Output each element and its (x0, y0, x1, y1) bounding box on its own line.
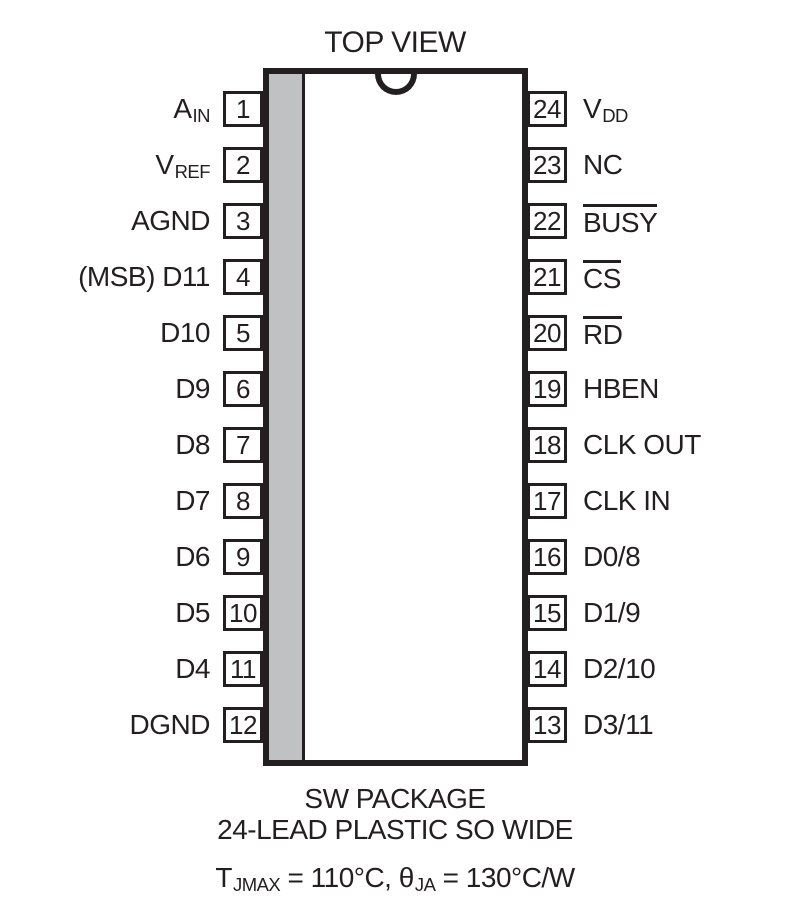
pin-number-box (223, 203, 263, 239)
label-text: D7 (175, 485, 210, 516)
pin-number: 16 (533, 541, 561, 572)
pin-number: 13 (533, 709, 561, 740)
pin-row (527, 81, 790, 137)
pin-row (0, 361, 263, 417)
top-view-label: TOP VIEW (324, 26, 466, 59)
pin-label (583, 597, 640, 629)
pin-label (155, 149, 210, 181)
pin-number-box (527, 427, 567, 463)
pin-label (175, 597, 210, 629)
pin-number: 18 (533, 429, 561, 460)
label-text: D3/11 (583, 709, 654, 740)
pin-row (527, 249, 790, 305)
pin-row (527, 641, 790, 697)
pin-label (583, 93, 628, 125)
pin-number: 14 (533, 653, 561, 684)
pin-label (583, 373, 659, 405)
pin-row (0, 641, 263, 697)
label-text: D10 (160, 317, 210, 348)
pin-row (527, 137, 790, 193)
pin-label (175, 653, 210, 685)
label-text: T (215, 862, 232, 893)
label-text: D1/9 (583, 597, 641, 628)
pin-label (583, 709, 653, 741)
pin-number: 3 (236, 205, 250, 236)
pin-number-box (223, 539, 263, 575)
pin-row (527, 529, 790, 585)
pin-label (175, 541, 210, 573)
pin-row (527, 697, 790, 753)
pin-number: 23 (533, 149, 561, 180)
pin-label (583, 485, 670, 517)
label-text: D6 (175, 541, 210, 572)
pin-number: 17 (533, 485, 561, 516)
pins-left (0, 81, 263, 753)
package-description: 24-LEAD PLASTIC SO WIDE (217, 814, 573, 845)
pin-number-box (223, 259, 263, 295)
label-subscript: IN (192, 105, 210, 127)
pin-row (0, 81, 263, 137)
label-text: CLK IN (583, 485, 671, 516)
pin-row (0, 473, 263, 529)
pin-row (0, 305, 263, 361)
pin-row (527, 193, 790, 249)
pin-label (160, 317, 210, 349)
pin-label (130, 709, 210, 741)
pin-row (527, 361, 790, 417)
pin-row (0, 193, 263, 249)
pin-label (583, 541, 640, 573)
pin-number-box (527, 483, 567, 519)
pin-number: 10 (229, 597, 257, 628)
pin-row (0, 417, 263, 473)
pin-number-box (223, 483, 263, 519)
label-text: D4 (175, 653, 210, 684)
pin-number: 11 (230, 653, 256, 684)
label-text: V (583, 93, 602, 124)
label-subscript: DD (602, 105, 628, 127)
pin-label (78, 261, 210, 293)
pin1-notch (375, 74, 417, 95)
pin-number: 4 (236, 261, 250, 292)
label-subscript: JMAX (232, 874, 281, 896)
pin-label (583, 260, 621, 295)
pin-number-box (223, 315, 263, 351)
pin-number-box (223, 371, 263, 407)
pins-right (527, 81, 790, 753)
pin-number: 21 (533, 261, 561, 292)
label-overlined: BUSY (583, 204, 657, 237)
pin-number-box (223, 707, 263, 743)
thermal-spec (0, 862, 790, 894)
chip-stripe (269, 74, 305, 760)
pin-number: 22 (533, 205, 561, 236)
label-text: = 130°C/W (435, 862, 575, 893)
pin-number-box (223, 595, 263, 631)
pin-row (527, 305, 790, 361)
pin-label (583, 653, 655, 685)
pin-label (131, 205, 210, 237)
label-overlined: RD (583, 316, 622, 349)
label-text: D0/8 (583, 541, 641, 572)
pin-label (583, 429, 701, 461)
pin-label (583, 204, 657, 239)
label-text: D9 (175, 373, 210, 404)
pin-number-box (527, 371, 567, 407)
pin-number-box (527, 539, 567, 575)
pin-label (583, 316, 622, 351)
pin-number-box (223, 147, 263, 183)
label-text: = 110°C, θ (280, 862, 414, 893)
pin-number-box (527, 707, 567, 743)
pin-number-box (527, 203, 567, 239)
pin-number-box (527, 595, 567, 631)
pin-number-box (223, 427, 263, 463)
pin-number: 24 (533, 93, 561, 124)
pin-row (0, 137, 263, 193)
label-text: D5 (175, 597, 210, 628)
pin-number: 15 (533, 597, 561, 628)
label-text: D2/10 (583, 653, 656, 684)
pin-label (175, 373, 210, 405)
label-text: A (173, 93, 192, 124)
label-text: D8 (175, 429, 210, 460)
pin-number: 6 (236, 373, 250, 404)
chip-body (263, 68, 528, 766)
label-text: DGND (129, 709, 210, 740)
pin-number-box (527, 259, 567, 295)
pin-number-box (527, 651, 567, 687)
label-text: AGND (131, 205, 210, 236)
pin-number: 9 (236, 541, 250, 572)
pin-label (175, 485, 210, 517)
pin-label (583, 149, 622, 181)
label-text: CLK OUT (583, 429, 701, 460)
pin-number-box (527, 315, 567, 351)
label-text: NC (583, 149, 623, 180)
label-text: HBEN (583, 373, 659, 404)
label-subscript: JA (414, 874, 436, 896)
pin-row (0, 697, 263, 753)
pin-number: 7 (236, 429, 250, 460)
pin-number-box (527, 91, 567, 127)
label-overlined: CS (583, 260, 621, 293)
label-subscript: REF (174, 161, 210, 183)
pin-number: 8 (236, 485, 250, 516)
pin-row (0, 529, 263, 585)
pin-row (0, 585, 263, 641)
label-text: V (155, 149, 174, 180)
pin-row (0, 249, 263, 305)
pin-label (173, 93, 210, 125)
pin-number-box (527, 147, 567, 183)
pin-number: 1 (236, 93, 250, 124)
pin-number-box (223, 651, 263, 687)
pin-number: 20 (533, 317, 561, 348)
pin-number: 5 (236, 317, 250, 348)
pin-number: 2 (236, 149, 250, 180)
pin-label (175, 429, 210, 461)
pin-number-box (223, 91, 263, 127)
pin-row (527, 473, 790, 529)
label-text: (MSB) D11 (78, 261, 210, 292)
pin-row (527, 417, 790, 473)
package-name: SW PACKAGE (304, 783, 486, 814)
pin-row (527, 585, 790, 641)
pin-number: 12 (229, 709, 257, 740)
pin-number: 19 (533, 373, 561, 404)
